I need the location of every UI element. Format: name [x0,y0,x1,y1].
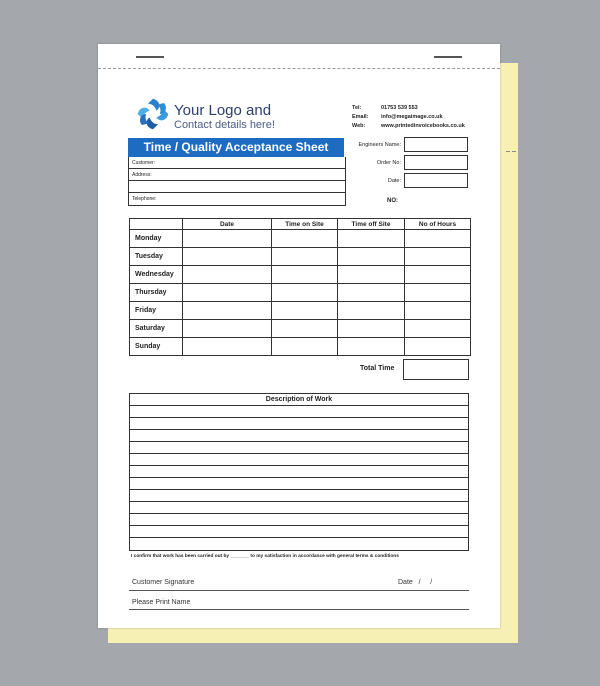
description-of-work-box[interactable] [129,393,469,551]
table-cell[interactable] [405,302,471,320]
signature-date-label: Date / / [398,579,433,586]
contact-label: Email: [352,114,369,120]
address-field[interactable]: Address: [129,169,345,181]
table-cell[interactable] [338,284,405,302]
table-header-row [130,219,471,230]
table-cell[interactable] [405,266,471,284]
day-label: Sunday [130,338,183,356]
customer-details-box [128,157,346,206]
table-row [130,320,471,338]
description-line[interactable] [130,466,468,478]
timesheet-table [129,218,471,356]
table-cell[interactable] [272,302,338,320]
description-line[interactable] [130,538,468,550]
day-label: Wednesday [130,266,183,284]
table-cell[interactable] [183,284,272,302]
table-cell[interactable] [272,248,338,266]
contact-value: 01753 539 553 [381,105,418,111]
table-cell[interactable] [272,266,338,284]
table-cell[interactable] [338,266,405,284]
total-time-field[interactable] [403,359,469,380]
total-time-label: Total Time [360,365,395,372]
number-label: NO: [387,198,398,204]
table-row [130,284,471,302]
description-line[interactable] [130,430,468,442]
description-title: Description of Work [130,394,468,406]
address-field-line2[interactable] [129,181,345,193]
telephone-field[interactable]: Telephone: [132,196,157,202]
table-cell[interactable] [338,248,405,266]
contact-value: info@megaimage.co.uk [381,114,443,120]
description-line[interactable] [130,478,468,490]
table-cell[interactable] [338,320,405,338]
print-name-label: Please Print Name [132,599,191,606]
binding-mark [434,56,462,58]
contact-label: Web: [352,123,366,129]
form-sheet [98,44,500,628]
table-header: Date [183,219,272,230]
table-cell[interactable] [405,248,471,266]
date-label: Date: [387,178,401,184]
confirmation-statement: I confirm that work has been carried out by _______ to my satisfaction in accordance with general terms & conditions [131,554,399,559]
table-cell[interactable] [338,230,405,248]
table-cell[interactable] [183,338,272,356]
day-label: Tuesday [130,248,183,266]
contact-label: Tel: [352,105,362,111]
day-label: Thursday [130,284,183,302]
engineers-name-label: Engineers Name: [358,142,401,148]
day-label: Friday [130,302,183,320]
swirl-logo-icon [136,97,170,131]
carbon-mark [512,151,516,152]
order-no-field[interactable] [404,155,468,170]
carbon-mark [506,151,510,152]
perforation-line [98,68,500,69]
print-name-line[interactable] [129,609,469,610]
logo-text-line1: Your Logo and [174,102,272,119]
table-cell[interactable] [183,320,272,338]
description-line[interactable] [130,442,468,454]
customer-field[interactable]: Customer: [129,157,345,169]
table-row [130,266,471,284]
table-cell[interactable] [405,284,471,302]
table-cell[interactable] [338,302,405,320]
table-cell[interactable] [405,338,471,356]
table-row [130,230,471,248]
table-cell[interactable] [183,302,272,320]
table-cell[interactable] [405,230,471,248]
table-header: Time on Site [272,219,338,230]
table-cell[interactable] [338,338,405,356]
table-row [130,338,471,356]
description-line[interactable] [130,490,468,502]
form-title: Time / Quality Acceptance Sheet [128,138,344,157]
description-line[interactable] [130,526,468,538]
logo-text-line2: Contact details here! [174,119,275,131]
day-label: Monday [130,230,183,248]
table-row [130,248,471,266]
engineers-name-field[interactable] [404,137,468,152]
table-cell[interactable] [272,338,338,356]
table-cell[interactable] [405,320,471,338]
contact-value: www.printedinvoicebooks.co.uk [381,123,465,129]
description-line[interactable] [130,514,468,526]
customer-signature-label: Customer Signature [132,579,195,586]
description-line[interactable] [130,454,468,466]
table-cell[interactable] [183,230,272,248]
table-header: No of Hours [405,219,471,230]
date-field[interactable] [404,173,468,188]
table-row [130,302,471,320]
binding-mark [136,56,164,58]
description-line[interactable] [130,502,468,514]
table-cell[interactable] [272,284,338,302]
table-header: Time off Site [338,219,405,230]
signature-line[interactable] [129,590,469,591]
table-cell[interactable] [183,266,272,284]
table-header [130,219,183,230]
day-label: Saturday [130,320,183,338]
table-cell[interactable] [183,248,272,266]
description-line[interactable] [130,418,468,430]
description-line[interactable] [130,406,468,418]
table-cell[interactable] [272,230,338,248]
order-no-label: Order No: [376,160,401,166]
table-cell[interactable] [272,320,338,338]
